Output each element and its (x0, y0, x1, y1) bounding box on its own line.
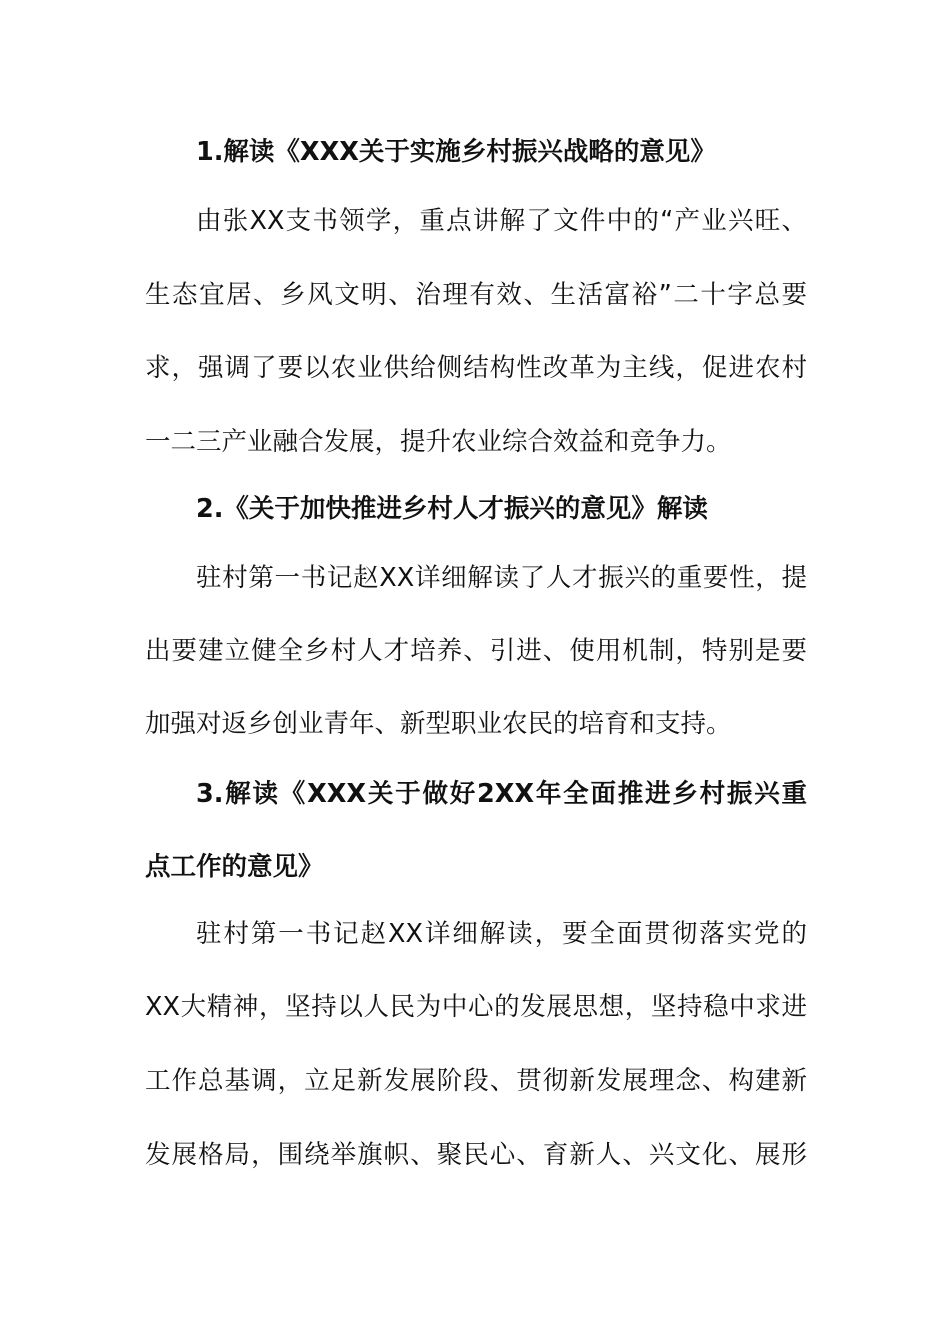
section-2-body-line-3: 加强对返乡创业青年、新型职业农民的培育和支持。 (145, 709, 732, 739)
section-1-body-line-2: 生态宜居、乡风文明、治理有效、生活富裕”二十字总要 (145, 280, 807, 310)
section-3-body-line-1: 驻村第一书记赵XX详细解读，要全面贯彻落实党的 (196, 919, 807, 949)
section-1-heading: 1.解读《XXX关于实施乡村振兴战略的意见》 (196, 137, 716, 167)
section-3-body-line-2: XX大精神，坚持以人民为中心的发展思想，坚持稳中求进 (145, 992, 807, 1022)
section-1-body-line-3: 求，强调了要以农业供给侧结构性改革为主线，促进农村 (145, 353, 807, 383)
section-3-heading-line-2: 点工作的意见》 (145, 852, 324, 882)
section-2-heading: 2.《关于加快推进乡村人才振兴的意见》解读 (196, 494, 708, 524)
section-2-body-line-2: 出要建立健全乡村人才培养、引进、使用机制，特别是要 (145, 636, 807, 666)
section-3-body-line-4: 发展格局，围绕举旗帜、聚民心、育新人、兴文化、展形 (145, 1140, 807, 1170)
section-3-body-line-3: 工作总基调，立足新发展阶段、贯彻新发展理念、构建新 (145, 1066, 807, 1096)
section-2-body-line-1: 驻村第一书记赵XX详细解读了人才振兴的重要性，提 (196, 563, 807, 593)
section-3-heading-line-1: 3.解读《XXX关于做好2XX年全面推进乡村振兴重 (196, 779, 807, 809)
section-1-body-line-4: 一二三产业融合发展，提升农业综合效益和竞争力。 (145, 427, 732, 457)
section-1-body-line-1: 由张XX支书领学，重点讲解了文件中的“产业兴旺、 (196, 206, 807, 236)
